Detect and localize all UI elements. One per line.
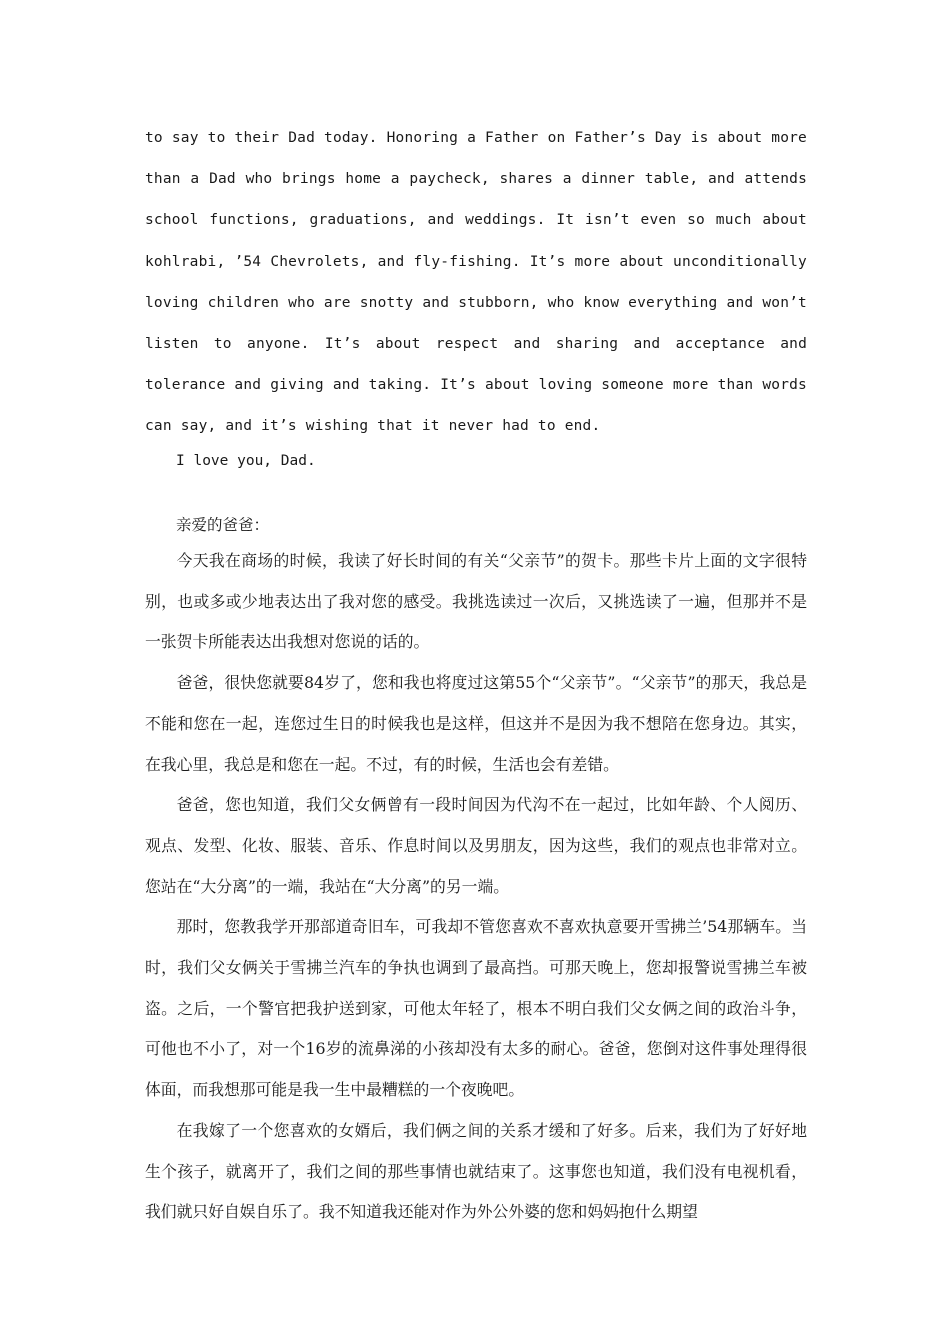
chinese-paragraph-2: 爸爸，很快您就要84岁了，您和我也将度过这第55个“父亲节”。“父亲节”的那天，我总是不能和您在一起，连您过生日的时候我也是这样，但这并不是因为我不想陪在您身边。其实，在我心里，我总是和您在一起。不过，有的时候，生活也会有差错。 bbox=[145, 673, 807, 774]
english-paragraph: to say to their Dad today. Honoring a Father on Father’s Day is about more than a Dad who brings home a paycheck, shares a dinner table, and attends school functions, graduations, and weddings. It isn’t even so much about kohlrabi, ’54 Chevrolets, and fly-fishing. It’s more about unconditionally loving children who are snotty and stubborn, who know everything and won’t listen to anyone. It’s about respect and sharing and acceptance and tolerance and giving and taking. It’s about loving someone more than words can say, and it’s wishing that it never had to end. bbox=[145, 130, 807, 435]
chinese-salutation: 亲爱的爸爸： bbox=[176, 516, 270, 534]
chinese-paragraph-3: 爸爸，您也知道，我们父女俩曾有一段时间因为代沟不在一起过，比如年龄、个人阅历、观点、发型、化妆、服装、音乐、作息时间以及男朋友，因为这些，我们的观点也非常对立。您站在“大分离”的一端，我站在“大分离”的另一端。 bbox=[145, 795, 807, 896]
chinese-paragraph-5: 在我嫁了一个您喜欢的女婿后，我们俩之间的关系才缓和了好多。后来，我们为了好好地生个孩子，就离开了，我们之间的那些事情也就结束了。这事您也知道，我们没有电视机看，我们就只好自娱自乐了。我不知道我还能对作为外公外婆的您和妈妈抱什么期望 bbox=[145, 1120, 807, 1222]
chinese-paragraph-4: 那时，您教我学开那部道奇旧车，可我却不管您喜欢不喜欢执意要开雪拂兰’54那辆车。当时，我们父女俩关于雪拂兰汽车的争执也调到了最高挡。可那天晚上，您却报警说雪拂兰车被盗。之后，一个警官把我护送到家，可他太年轻了，根本不明白我们父女俩之间的政治斗争，可他也不小了，对一个16岁的流鼻涕的小孩却没有太多的耐心。爸爸，您倒对这件事处理得很体面，而我想那可能是我一生中最糟糕的一个夜晚吧。 bbox=[145, 917, 807, 1100]
english-signoff: I love you, Dad. bbox=[176, 453, 316, 469]
chinese-letter-body bbox=[145, 541, 807, 1233]
chinese-paragraph-1: 今天我在商场的时候，我读了好长时间的有关“父亲节”的贺卡。那些卡片上面的文字很特别，也或多或少地表达出了我对您的感受。我挑选读过一次后，又挑选读了一遍，但那并不是一张贺卡所能表达出我想对您说的话的。 bbox=[145, 551, 807, 652]
